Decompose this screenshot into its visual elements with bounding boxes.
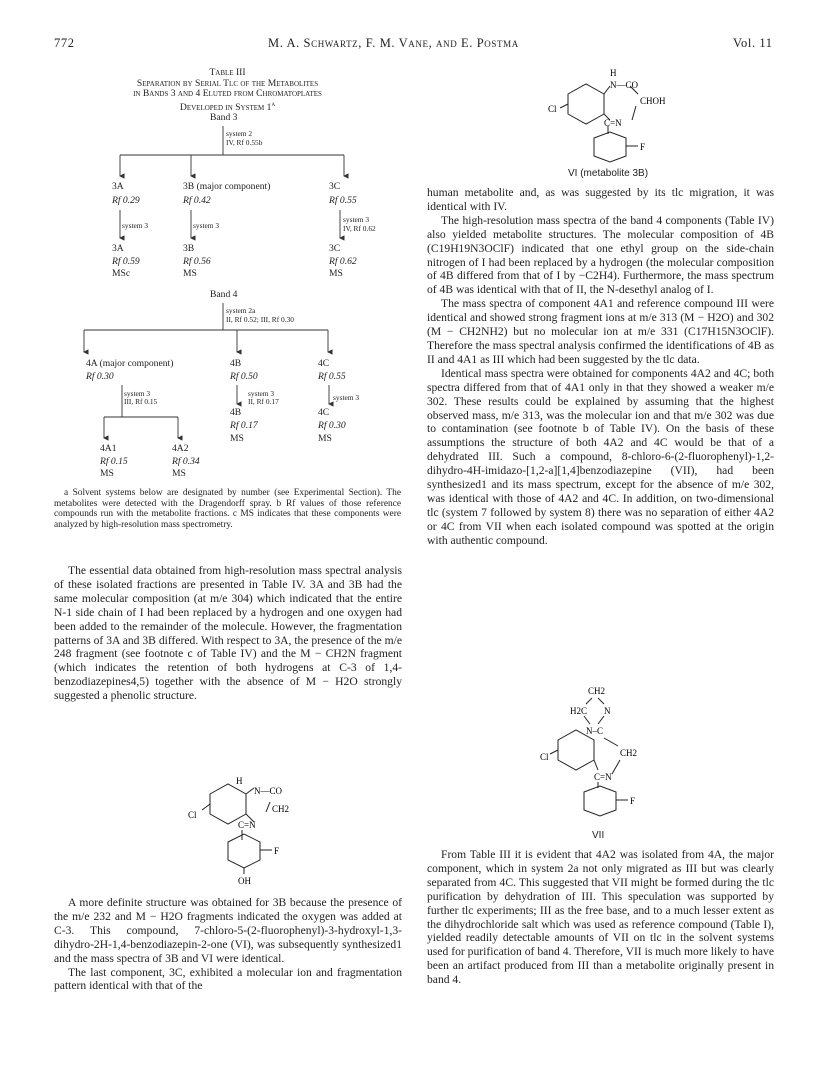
vi-atom-h: H	[610, 68, 617, 78]
left-para-2: A more definite structure was obtained for 3B because the presence of the m/e 232 and M − H2O fragments indicated the oxygen was added at C-3. This compound, 7-chloro-5-(2-fluorophenyl)-3-hydroxyl-1,3-dihydro-2H-1,4-benzodiazepin-2-one (VI), was subsequently synthesized1 and the mass spectra of 3B and VI were identical.	[54, 896, 402, 965]
band4-system-rf: II, Rf 0.52; III, Rf 0.30	[226, 315, 294, 324]
arrow-label-3c: system 3	[343, 215, 370, 224]
arrow-label-4b-rf: II, Rf 0.17	[248, 397, 279, 406]
result-3b: 3B	[183, 243, 195, 254]
result-3a-ms: MSc	[112, 268, 131, 279]
vi-group-nco: N—CO	[610, 80, 639, 90]
vii-ch2-right: CH2	[620, 748, 638, 758]
node-4c: 4C	[318, 358, 330, 369]
table-flow-lines	[0, 0, 420, 480]
right-text-block-1	[427, 186, 774, 548]
vi-atom-cl: Cl	[548, 104, 557, 114]
running-authors: M. A. Schwartz, F. M. Vane, and E. Postma	[268, 36, 519, 50]
group-cn-label: C=N	[238, 820, 256, 830]
arrow-label-4a: system 3	[124, 389, 151, 398]
result-3b-rf: Rf 0.56	[183, 256, 211, 267]
node-3c-rf: Rf 0.55	[329, 195, 357, 206]
vi-group-choh: CHOH	[640, 96, 666, 106]
band3-label: Band 3	[210, 112, 238, 123]
vii-cn: C=N	[594, 772, 612, 782]
arrow-label-3a: system 3	[122, 221, 149, 230]
node-4c-rf: Rf 0.55	[318, 371, 346, 382]
structure-vi	[548, 64, 678, 164]
result-4a1-ms: MS	[100, 468, 114, 479]
result-3c-rf: Rf 0.62	[329, 256, 357, 267]
group-ch2-label: CH2	[272, 804, 290, 814]
band4-label: Band 4	[210, 289, 238, 300]
table-footnote: a Solvent systems below are designated by number (see Experimental Section). The metabolites were detected with the Dragendorff spray. b Rf values of those reference compounds run with the metabolite fractions. c MS indicates that these components were analyzed by high-resolution mass spectrometry.	[54, 488, 401, 530]
result-4c: 4C	[318, 407, 330, 418]
atom-f-label: F	[274, 846, 280, 856]
node-4b: 4B	[230, 358, 242, 369]
vii-n: N	[604, 706, 611, 716]
table-caption-line-3: Developed in System 1$^a$	[179, 100, 276, 114]
arrow-label-4c: system 3	[333, 393, 360, 402]
group-nco-label: N—CO	[254, 786, 283, 796]
atom-h-label: H	[236, 776, 243, 786]
vii-nc: N–C	[586, 726, 604, 736]
result-4a2: 4A2	[172, 443, 189, 454]
node-3b: 3B (major component)	[183, 181, 271, 192]
result-4a1-rf: Rf 0.15	[100, 456, 128, 467]
page-number: 772	[54, 36, 75, 50]
result-4c-rf: Rf 0.30	[318, 420, 346, 431]
table-title: Table III	[209, 67, 246, 78]
arrow-label-3c-rf: IV, Rf 0.62	[343, 224, 376, 233]
result-3a-rf: Rf 0.59	[112, 256, 140, 267]
arrow-label-3b: system 3	[193, 221, 220, 230]
result-4a2-ms: MS	[172, 468, 186, 479]
right-para-4: Identical mass spectra were obtained for components 4A2 and 4C; both spectra differed from that of 4A1 only in that they showed a weaker m/e 302. These results could be explained by assuming that the highest observed mass, m/e 313, was the molecular ion and that m/e 302 was due to contamination (see footnote b of Table IV). On the basis of these assumptions the structure of both 4A2 and 4C would be that of a dehydrated III. Such a compound, 8-chloro-6-(2-fluorophenyl)-1,2-dihydro-4H-imidazo-[1,2-a][1,4]benzodiazepine (VII), had been synthesized1 and its mass spectrum, except for the absence of m/e 302, was identical with those of 4A2 and 4C. In addition, on two-dimensional tlc (system 7 followed by system 8) there was no separation of either 4A2 or 4C from VII when each isolated compound was spotted at the origin with authentic compound.	[427, 366, 774, 547]
table-caption-line-2: in Bands 3 and 4 Eluted from Chromatoplates	[133, 88, 322, 99]
node-4a-rf: Rf 0.30	[86, 371, 114, 382]
vi-atom-f: F	[640, 142, 646, 152]
left-para-3: The last component, 3C, exhibited a molecular ion and fragmentation pattern identical with that of the	[54, 965, 402, 993]
table-caption-line-1: Separation by Serial Tlc of the Metabolites	[136, 78, 319, 89]
volume-label: Vol. 11	[733, 36, 773, 50]
right-para-1: human metabolite and, as was suggested by its tlc migration, it was identical with IV.	[427, 186, 774, 213]
left-para-1: The essential data obtained from high-resolution mass spectral analysis of these isolated fractions are presented in Table IV. 3A and 3B had the same molecular composition (at m/e 304) which indicated that the entire N-1 side chain of I had been replaced by a hydrogen and one oxygen had been added to the remainder of the molecule. However, the fragmentation patterns of 3A and 3B differed. With respect to 3A, the presence of the m/e 248 fragment (see footnote c of Table IV) and the M − CH2N fragment (which indicates the retention of both hydrogens at C-3 of 1,4-benzodiazepines4,5) together with the absence of M − H2O strongly suggested a phenolic structure.	[54, 564, 402, 703]
atom-oh-label: OH	[238, 876, 251, 886]
right-para-5: From Table III it is evident that 4A2 was isolated from 4A, the major component, which in system 2a not only migrated as III but was clearly separated from 4C. This suggested that VII might be formed during the tlc purification by dehydration of III. This speculation was supported by further tlc experiments; III as the free base, and to a much lesser extent as the dihydrochloride salt which was used as reference compound (Table I), yielded readily detectable amounts of VII on tlc in the solvent systems used for purification of band 4. Therefore, VII is much more likely to have been an artifact produced from III than a metabolite originally present in band 4.	[427, 848, 774, 987]
node-3c: 3C	[329, 181, 341, 192]
vii-atom-cl: Cl	[540, 752, 549, 762]
arrow-label-4b: system 3	[248, 389, 275, 398]
atom-cl-label: Cl	[188, 810, 197, 820]
result-4a1: 4A1	[100, 443, 117, 454]
structure-vii	[540, 684, 670, 824]
structure-vi-caption: VI (metabolite 3B)	[568, 168, 649, 179]
vii-ch2-top: CH2	[588, 686, 606, 696]
vii-atom-f: F	[630, 796, 636, 806]
result-4b-rf: Rf 0.17	[230, 420, 258, 431]
band3-system-rf: IV, Rf 0.55b	[226, 138, 263, 147]
right-text-block-2	[427, 848, 774, 987]
vi-group-cn: C=N	[604, 118, 622, 128]
vii-h2c: H2C	[570, 706, 588, 716]
node-3a-rf: Rf 0.29	[112, 195, 140, 206]
band3-system: system 2	[226, 129, 253, 138]
result-3c: 3C	[329, 243, 341, 254]
band4-system: system 2a	[226, 306, 256, 315]
result-3b-ms: MS	[183, 268, 197, 279]
right-para-3: The mass spectra of component 4A1 and reference compound III were identical and showed strong fragment ions at m/e 313 (M − H2O) and 302 (M − CH2NH2) but no molecular ion at m/e 331 (C17H15N3OClF). Therefore the mass spectral analysis confirmed the identifications of 4B as II and 4A1 as III which had been suggested by the tlc data.	[427, 297, 774, 366]
structure-phenol	[180, 772, 300, 887]
result-4c-ms: MS	[318, 433, 332, 444]
node-4a: 4A (major component)	[86, 358, 174, 369]
node-4b-rf: Rf 0.50	[230, 371, 258, 382]
left-text-block-1	[54, 564, 402, 703]
arrow-label-4a-rf: III, Rf 0.15	[124, 397, 158, 406]
structure-vii-caption: VII	[592, 830, 605, 841]
node-3a: 3A	[112, 181, 124, 192]
result-4a2-rf: Rf 0.34	[172, 456, 200, 467]
result-4b-ms: MS	[230, 433, 244, 444]
result-3a: 3A	[112, 243, 124, 254]
left-text-block-2	[54, 896, 402, 993]
right-para-2: The high-resolution mass spectra of the band 4 components (Table IV) also yielded metabolite structures. The molecular composition of 4B (C19H19N3OClF) indicated that one ethyl group on the side-chain nitrogen of I had been replaced by a hydrogen (the molecular composition of 4B differed from that of I by −C2H4). Furthermore, the mass spectrum of 4B was identical with that of II, the N-desethyl analog of I.	[427, 213, 774, 297]
node-3b-rf: Rf 0.42	[183, 195, 211, 206]
result-3c-ms: MS	[329, 268, 343, 279]
result-4b: 4B	[230, 407, 242, 418]
